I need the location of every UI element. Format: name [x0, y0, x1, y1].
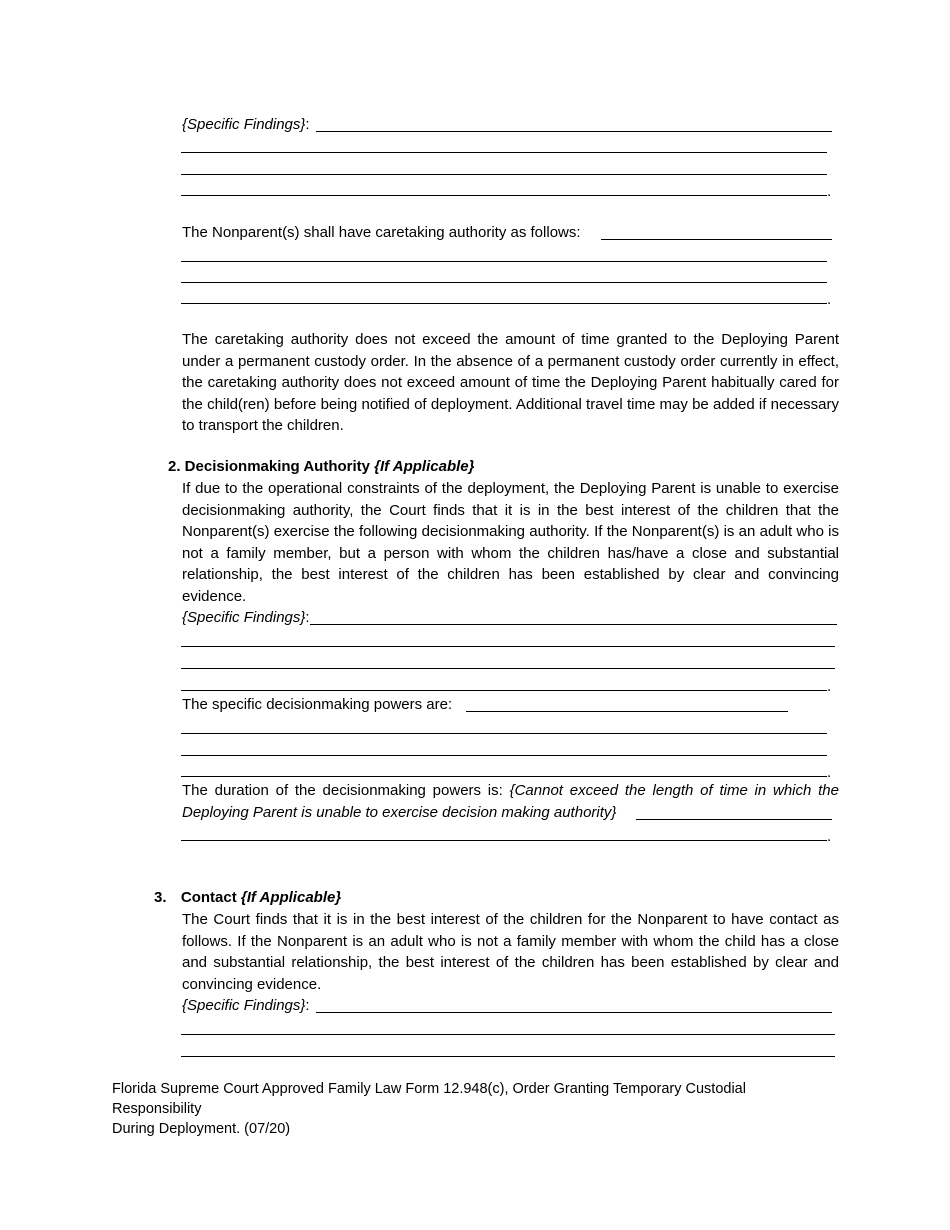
- section-3-findings-colon: :: [305, 997, 310, 1014]
- powers-blank-line[interactable]: [181, 755, 827, 756]
- caretaking-blank-line[interactable]: [181, 282, 827, 283]
- section-2-findings-period: .: [827, 678, 832, 695]
- caretaking-period: .: [827, 291, 832, 308]
- section-3-heading: [154, 887, 341, 909]
- caretaking-blank-line[interactable]: [601, 239, 832, 240]
- section-2-qualifier: {If Applicable}: [374, 458, 475, 475]
- section-3-findings-blank-line[interactable]: [181, 1056, 835, 1057]
- section-3-findings-row: [182, 995, 310, 1017]
- powers-blank-line[interactable]: [466, 711, 788, 712]
- section-2-findings-blank-line[interactable]: [310, 624, 837, 625]
- section-2-findings-label: {Specific Findings}: [182, 609, 306, 626]
- section-2-findings-blank-line[interactable]: [181, 690, 827, 691]
- duration-blank-line[interactable]: [636, 819, 832, 820]
- powers-blank-line[interactable]: [181, 733, 827, 734]
- powers-blank-line[interactable]: [181, 776, 827, 777]
- findings-1-blank-line[interactable]: [181, 174, 827, 175]
- findings-1-blank-line[interactable]: [181, 152, 827, 153]
- section-3-qualifier: {If Applicable}: [240, 889, 342, 906]
- section-2-title: 2. Decisionmaking Authority: [168, 458, 370, 475]
- section-2-findings-row: [182, 607, 310, 629]
- findings-1-blank-line[interactable]: [316, 131, 832, 132]
- footer-line-1: Florida Supreme Court Approved Family Law Form 12.948(c), Order Granting Temporary Custodial Responsibility: [112, 1081, 746, 1117]
- section-2-findings-blank-line[interactable]: [181, 646, 835, 647]
- section-3-title: Contact: [180, 889, 237, 906]
- section-3-findings-blank-line[interactable]: [181, 1034, 835, 1035]
- duration-period: .: [827, 828, 832, 845]
- duration-note: {Cannot exceed the length of time in which the Deploying Parent is unable to exercise decision making authority}: [182, 782, 839, 821]
- findings-1-period: .: [827, 183, 832, 200]
- duration-paragraph: [182, 780, 839, 823]
- footer-line-2: During Deployment. (07/20): [112, 1121, 291, 1137]
- powers-period: .: [827, 764, 832, 781]
- findings-1-label-row: [182, 114, 310, 136]
- section-3-findings-label: {Specific Findings}: [182, 997, 306, 1014]
- caretaking-blank-line[interactable]: [181, 261, 827, 262]
- caretaking-blank-line[interactable]: [181, 303, 827, 304]
- section-3-paragraph: The Court finds that it is in the best interest of the children for the Nonparent to have contact as follows. If the Nonparent is an adult who is not a family member with whom the child has a close and substantial relationship, the best interest of the children has been established by clear and convincing evidence.: [182, 911, 839, 993]
- section-2-paragraph: If due to the operational constraints of the deployment, the Deploying Parent is unable to exercise decisionmaking authority, the Court finds that it is in the best interest of the children that the Nonparent(s) exercise the following decisionmaking authority. If the Nonparent(s) is an adult who is not a family member, but a person with whom the children has/have a close and substantial relationship, the best interest of the children has been established by clear and convincing evidence.: [182, 480, 839, 605]
- section-3-findings-blank-line[interactable]: [316, 1012, 832, 1013]
- caretaking-paragraph: The caretaking authority does not exceed the amount of time granted to the Deploying Parent under a permanent custody order. In the absence of a permanent custody order currently in effect, the caretaking authority does not exceed amount of time the Deploying Parent habitually cared for the child(ren) before being notified of deployment. Additional travel time may be added if necessary to transport the children.: [182, 331, 839, 434]
- caretaking-label: The Nonparent(s) shall have caretaking authority as follows:: [182, 224, 581, 241]
- duration-blank-line[interactable]: [181, 840, 827, 841]
- section-2-findings-blank-line[interactable]: [181, 668, 835, 669]
- duration-text: The duration of the decisionmaking powers is:: [182, 782, 503, 799]
- findings-1-label: {Specific Findings}: [182, 116, 306, 133]
- section-2-findings-colon: :: [305, 609, 310, 626]
- findings-1-blank-line[interactable]: [181, 195, 827, 196]
- findings-1-colon: :: [305, 116, 310, 133]
- section-3-number: 3.: [154, 889, 167, 906]
- powers-label: The specific decisionmaking powers are:: [182, 696, 453, 713]
- form-footer: [112, 1079, 832, 1139]
- section-2-heading: [168, 456, 474, 478]
